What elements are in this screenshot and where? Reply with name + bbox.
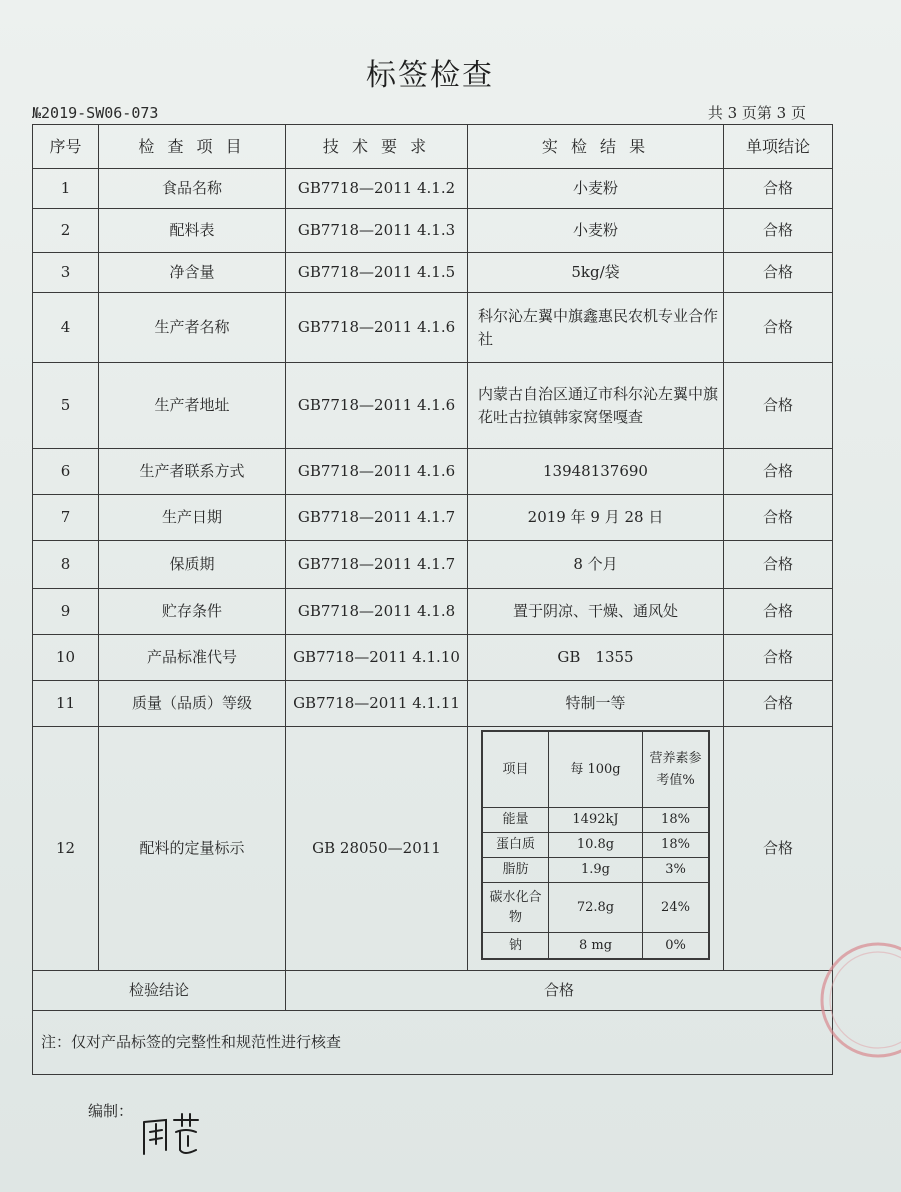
row-conclusion: 合格	[724, 727, 833, 971]
row-seq: 9	[33, 589, 99, 635]
row-conclusion: 合格	[724, 681, 833, 727]
row-conclusion: 合格	[724, 293, 833, 363]
row-conclusion: 合格	[724, 253, 833, 293]
row-seq: 12	[33, 727, 99, 971]
header-seq: 序号	[33, 125, 99, 169]
row-req: GB7718—2011 4.1.7	[286, 495, 468, 541]
row-item: 配料的定量标示	[99, 727, 286, 971]
row-conclusion: 合格	[724, 169, 833, 209]
row-seq: 5	[33, 363, 99, 449]
row-item: 生产日期	[99, 495, 286, 541]
row-conclusion: 合格	[724, 363, 833, 449]
row-result: 置于阴凉、干燥、通风处	[468, 589, 724, 635]
row-req: GB7718—2011 4.1.10	[286, 635, 468, 681]
header-result: 实 检 结 果	[468, 125, 724, 169]
row-result: 小麦粉	[468, 169, 724, 209]
nutrition-item: 蛋白质	[483, 833, 549, 858]
table-row	[33, 589, 833, 635]
row-result: 内蒙古自治区通辽市科尔沁左翼中旗花吐古拉镇韩家窝堡嘎查	[468, 363, 724, 449]
table-row	[33, 363, 833, 449]
header-conclusion: 单项结论	[724, 125, 833, 169]
official-seal-stamp	[818, 940, 901, 1060]
compiler-label: 编制：	[88, 1102, 134, 1120]
table-row	[33, 635, 833, 681]
nutrition-row	[483, 808, 709, 833]
row-item: 产品标准代号	[99, 635, 286, 681]
nutrition-table-frame	[481, 730, 710, 960]
row-req: GB7718—2011 4.1.11	[286, 681, 468, 727]
row-result: 2019 年 9 月 28 日	[468, 495, 724, 541]
table-row	[33, 495, 833, 541]
row-seq: 7	[33, 495, 99, 541]
row-item: 生产者名称	[99, 293, 286, 363]
nutrition-header-item: 项目	[483, 732, 549, 808]
table-row	[33, 169, 833, 209]
row-seq: 2	[33, 209, 99, 253]
nutrition-header-nrv: 营养素参考值%	[643, 732, 709, 808]
nutrition-cell	[468, 727, 724, 971]
note-row	[33, 1011, 833, 1075]
row-req: GB7718—2011 4.1.6	[286, 293, 468, 363]
row-conclusion: 合格	[724, 209, 833, 253]
table-row	[33, 727, 833, 971]
row-result: GB 1355	[468, 635, 724, 681]
nutrition-item: 碳水化合物	[483, 883, 549, 933]
row-result: 特制一等	[468, 681, 724, 727]
nutrition-row	[483, 933, 709, 959]
row-result: 13948137690	[468, 449, 724, 495]
row-result: 5kg/袋	[468, 253, 724, 293]
row-req: GB7718—2011 4.1.7	[286, 541, 468, 589]
row-seq: 10	[33, 635, 99, 681]
row-seq: 8	[33, 541, 99, 589]
nutrition-nrv: 24%	[643, 883, 709, 933]
row-req: GB7718—2011 4.1.3	[286, 209, 468, 253]
table-row	[33, 253, 833, 293]
nutrition-item: 能量	[483, 808, 549, 833]
nutrition-row	[483, 833, 709, 858]
row-result: 科尔沁左翼中旗鑫惠民农机专业合作社	[468, 293, 724, 363]
page-number: 共 3 页第 3 页	[707, 104, 806, 122]
row-req: GB 28050—2011	[286, 727, 468, 971]
table-row	[33, 449, 833, 495]
nutrition-row	[483, 883, 709, 933]
row-conclusion: 合格	[724, 541, 833, 589]
note-text: 注：仅对产品标签的完整性和规范性进行核查	[33, 1011, 833, 1075]
overall-conclusion-label: 检验结论	[33, 971, 286, 1011]
document-number: №2019-SW06-073	[32, 104, 159, 122]
row-req: GB7718—2011 4.1.6	[286, 363, 468, 449]
nutrition-row	[483, 858, 709, 883]
nutrition-header-per100g: 每 100g	[549, 732, 643, 808]
nutrition-table	[482, 731, 709, 959]
row-req: GB7718—2011 4.1.5	[286, 253, 468, 293]
nutrition-value: 72.8g	[549, 883, 643, 933]
overall-conclusion-row	[33, 971, 833, 1011]
overall-conclusion-value: 合格	[286, 971, 833, 1011]
row-req: GB7718—2011 4.1.2	[286, 169, 468, 209]
row-item: 贮存条件	[99, 589, 286, 635]
row-item: 配料表	[99, 209, 286, 253]
nutrition-value: 10.8g	[549, 833, 643, 858]
header-req: 技 术 要 求	[286, 125, 468, 169]
nutrition-item: 钠	[483, 933, 549, 959]
row-result: 小麦粉	[468, 209, 724, 253]
nutrition-value: 1.9g	[549, 858, 643, 883]
nutrition-nrv: 18%	[643, 808, 709, 833]
row-item: 保质期	[99, 541, 286, 589]
handwritten-signature	[138, 1110, 208, 1160]
row-item: 净含量	[99, 253, 286, 293]
row-seq: 3	[33, 253, 99, 293]
nutrition-nrv: 18%	[643, 833, 709, 858]
row-seq: 1	[33, 169, 99, 209]
table-header-row	[33, 125, 833, 169]
page-title: 标签检查	[366, 58, 494, 93]
table-row	[33, 541, 833, 589]
inspection-table	[32, 124, 833, 1075]
nutrition-value: 1492kJ	[549, 808, 643, 833]
row-seq: 6	[33, 449, 99, 495]
row-req: GB7718—2011 4.1.8	[286, 589, 468, 635]
table-row	[33, 209, 833, 253]
row-conclusion: 合格	[724, 589, 833, 635]
row-item: 生产者地址	[99, 363, 286, 449]
row-seq: 11	[33, 681, 99, 727]
nutrition-nrv: 0%	[643, 933, 709, 959]
row-result: 8 个月	[468, 541, 724, 589]
nutrition-item: 脂肪	[483, 858, 549, 883]
row-seq: 4	[33, 293, 99, 363]
row-req: GB7718—2011 4.1.6	[286, 449, 468, 495]
row-item: 生产者联系方式	[99, 449, 286, 495]
row-conclusion: 合格	[724, 635, 833, 681]
header-item: 检 查 项 目	[99, 125, 286, 169]
table-row	[33, 293, 833, 363]
nutrition-nrv: 3%	[643, 858, 709, 883]
row-conclusion: 合格	[724, 449, 833, 495]
row-item: 食品名称	[99, 169, 286, 209]
nutrition-value: 8 mg	[549, 933, 643, 959]
table-row	[33, 681, 833, 727]
row-item: 质量（品质）等级	[99, 681, 286, 727]
row-conclusion: 合格	[724, 495, 833, 541]
nutrition-header-row	[483, 732, 709, 808]
